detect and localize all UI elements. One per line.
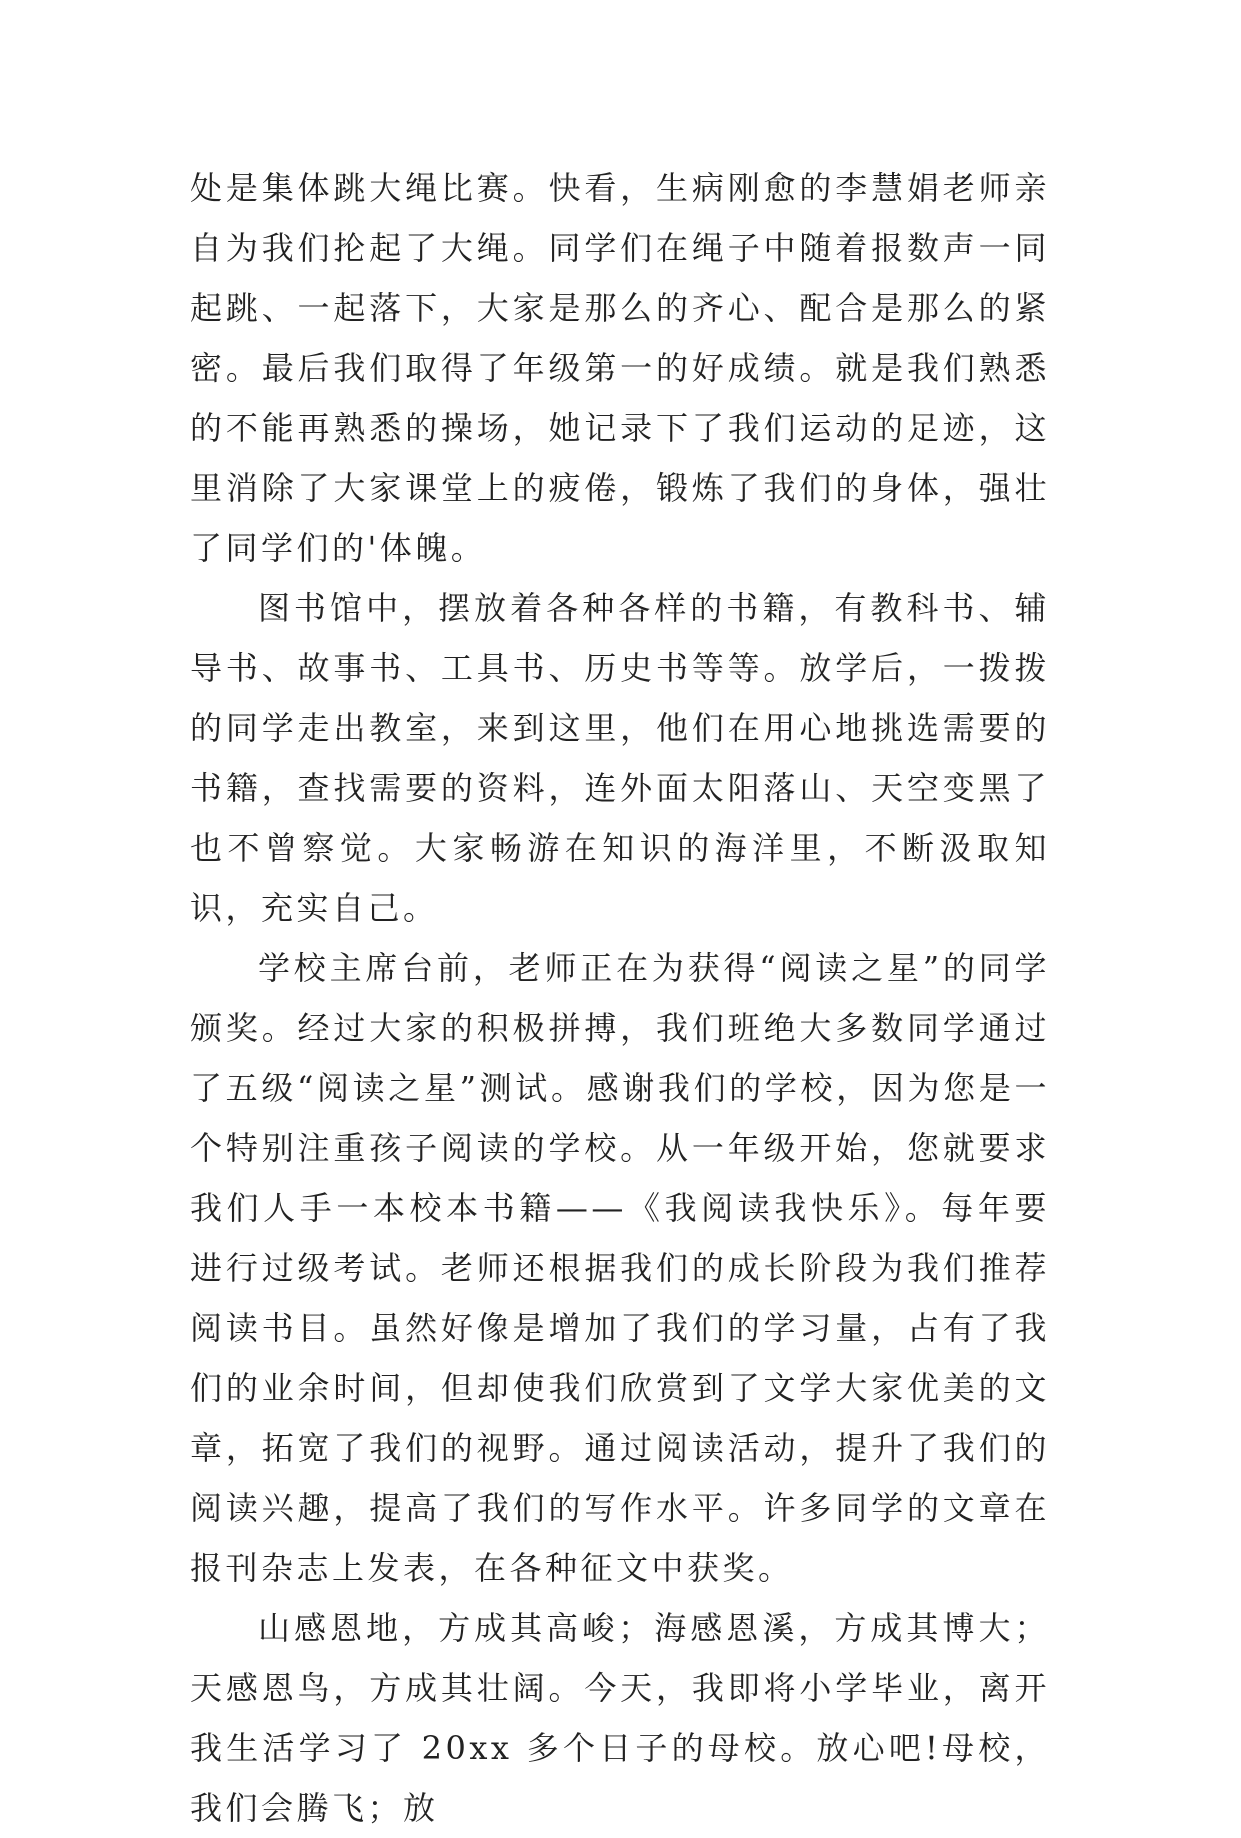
paragraph-sports: 处是集体跳大绳比赛。快看，生病刚愈的李慧娟老师亲自为我们抡起了大绳。同学们在绳子中随着报数声一同起跳、一起落下，大家是那么的齐心、配合是那么的紧密。最后我们取得了年级第一的好成绩。就是我们熟悉的不能再熟悉的操场，她记录下了我们运动的足迹，这里消除了大家课堂上的疲倦，锻炼了我们的身体，强壮了同学们的'体魄。 bbox=[190, 169, 1050, 567]
paragraph-reading-star: 学校主席台前，老师正在为获得“阅读之星”的同学颁奖。经过大家的积极拼搏，我们班绝大多数同学通过了五级“阅读之星”测试。感谢我们的学校，因为您是一个特别注重孩子阅读的学校。从一年级开始，您就要求我们人手一本校本书籍——《我阅读我快乐》。每年要进行过级考试。老师还根据我们的成长阶段为我们推荐阅读书目。虽然好像是增加了我们的学习量，占有了我们的业余时间，但却使我们欣赏到了文学大家优美的文章，拓宽了我们的视野。通过阅读活动，提升了我们的阅读兴趣，提高了我们的写作水平。许多同学的文章在报刊杂志上发表，在各种征文中获奖。 bbox=[190, 949, 1050, 1587]
essay-body bbox=[190, 158, 1050, 1838]
paragraph-library: 图书馆中，摆放着各种各样的书籍，有教科书、辅导书、故事书、工具书、历史书等等。放学后，一拨拨的同学走出教室，来到这里，他们在用心地挑选需要的书籍，查找需要的资料，连外面太阳落山、天空变黑了也不曾察觉。大家畅游在知识的海洋里，不断汲取知识，充实自己。 bbox=[190, 589, 1050, 927]
paragraph-gratitude: 山感恩地，方成其高峻；海感恩溪，方成其博大；天感恩鸟，方成其壮阔。今天，我即将小学毕业，离开我生活学习了 20xx 多个日子的母校。放心吧!母校，我们会腾飞；放 bbox=[190, 1609, 1050, 1827]
